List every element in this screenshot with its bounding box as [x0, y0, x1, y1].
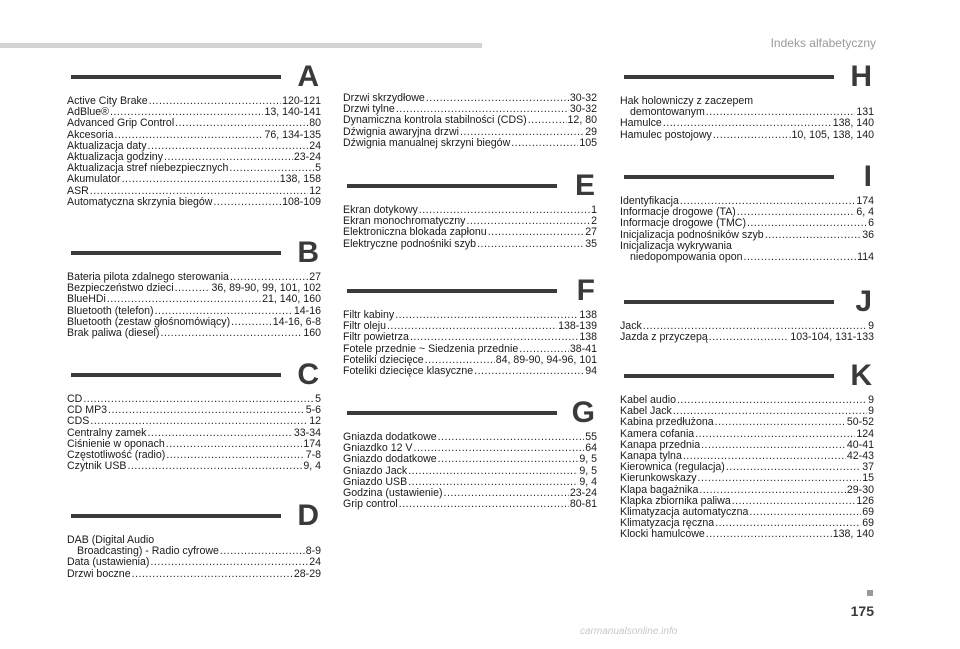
index-entry-pages: 55	[585, 431, 597, 443]
index-entry-label: Aktualizacja daty	[67, 139, 147, 152]
index-entry-pages: 120-121	[282, 95, 321, 107]
index-entry-label: CDS	[67, 415, 90, 428]
index-entry-pages: 28-29	[293, 567, 321, 580]
section-rule	[347, 184, 557, 188]
dot-leader	[726, 462, 861, 473]
index-entry-label: Aktualizacja godziny	[67, 151, 163, 164]
section-letter: E	[574, 169, 595, 202]
index-entry-label: Godzina (ustawienie)	[343, 487, 443, 500]
section-rule	[624, 75, 834, 79]
section-letter: G	[571, 396, 595, 429]
index-entry-label: Drzwi tylne	[343, 103, 395, 116]
index-entry-pages: 1	[591, 204, 597, 216]
index-entry	[620, 118, 874, 129]
dot-leader	[160, 328, 302, 339]
index-entry	[620, 529, 874, 540]
index-entry	[343, 115, 597, 126]
index-entry-pages: 23-24	[293, 151, 321, 164]
index-entry-pages: 23-24	[569, 487, 597, 500]
index-entry-label: Kierunkowskazy	[620, 472, 697, 485]
section-letter: I	[863, 160, 872, 193]
index-entry	[620, 130, 874, 141]
index-entry	[343, 332, 597, 343]
dot-leader	[444, 488, 569, 499]
index-entry-label: Ciśnienie w oponach	[67, 437, 165, 450]
index-section	[67, 236, 321, 340]
index-entry-label: Hamulce	[620, 117, 662, 130]
index-entry-pages: 2	[591, 215, 597, 228]
index-entry-pages: 69	[862, 506, 874, 519]
index-entry-label: Dźwignia awaryjna drzwi	[343, 125, 459, 138]
index-entry-label: Kanapa tylna	[620, 450, 682, 463]
index-section	[343, 274, 597, 378]
dot-leader	[83, 394, 314, 405]
footer-watermark: carmanualsonline.info	[580, 626, 678, 637]
index-entry-pages: 80	[309, 117, 321, 130]
section-rule	[71, 75, 281, 79]
index-entry-label: Filtr kabiny	[343, 309, 395, 321]
dot-leader	[395, 310, 578, 321]
index-entry-pages: 174	[303, 437, 321, 450]
index-entry-pages: 6, 4	[856, 206, 874, 219]
section-letter: C	[297, 358, 319, 391]
section-rule	[624, 300, 834, 304]
section-rule	[71, 373, 281, 377]
section-header	[620, 160, 874, 196]
dot-leader	[713, 130, 791, 141]
index-entry-label: Elektryczne podnośniki szyb	[343, 237, 477, 250]
index-entry-pages: 69	[862, 517, 874, 530]
index-entry-pages: 50-52	[846, 416, 874, 429]
index-entry-pages: 27	[585, 226, 597, 239]
index-entry-label: Automatyczna skrzynia biegów	[67, 195, 213, 208]
index-entry-label: Foteliki dziecięce klasyczne	[343, 365, 474, 378]
index-entry-pages: 30-32	[569, 92, 597, 104]
dot-leader	[426, 93, 569, 104]
index-entry-pages: 27	[309, 271, 321, 283]
section-header	[67, 358, 321, 394]
index-entry-label: Data (ustawienia)	[67, 556, 150, 569]
section-header	[620, 60, 874, 96]
index-entry-pages: 5	[315, 162, 321, 175]
index-entry-label: DAB (Digital Audio	[67, 534, 155, 546]
dot-leader	[410, 332, 578, 343]
index-entry-label: Częstotliwość (radio)	[67, 449, 166, 462]
dot-leader	[765, 230, 862, 241]
section-rule	[71, 251, 281, 255]
index-entry	[343, 239, 597, 250]
index-entry-pages: 131	[856, 106, 874, 119]
index-entry	[67, 405, 321, 416]
index-entry	[67, 557, 321, 568]
index-entry-label: Elektroniczna blokada zapłonu	[343, 226, 487, 239]
index-entry-label: Kabel Jack	[620, 405, 672, 418]
index-entry-label: Bluetooth (telefon)	[67, 304, 154, 317]
dot-leader	[399, 499, 569, 510]
index-entry-pages: 138, 140	[832, 117, 874, 130]
index-entry-pages: 37	[862, 461, 874, 474]
index-entry-label: Akcesoria	[67, 128, 114, 141]
index-entry-label: Kanapa przednia	[620, 438, 701, 451]
index-entry	[67, 569, 321, 580]
index-entry-pages: 10, 105, 138, 140	[791, 128, 874, 141]
index-entry-pages: 76, 134-135	[264, 128, 321, 141]
page-marker	[867, 590, 873, 596]
index-entry-pages: 84, 89-90, 94-96, 101	[495, 353, 597, 366]
index-entry-pages: 30-32	[569, 103, 597, 116]
index-entry-label: Gniazdko 12 V	[343, 442, 413, 455]
index-entry-label: Dynamiczna kontrola stabilności (CDS)	[343, 114, 527, 127]
index-entry-label: CD	[67, 393, 83, 405]
index-entry-label: Klocki hamulcowe	[620, 528, 705, 541]
dot-leader	[149, 96, 281, 107]
index-section	[620, 60, 874, 141]
dot-leader	[749, 507, 861, 518]
index-entry	[343, 454, 597, 465]
index-entry-pages: 14-16, 6-8	[272, 315, 321, 328]
index-entry	[620, 473, 874, 484]
index-entry-pages: 138	[579, 309, 597, 321]
section-letter: A	[297, 60, 319, 93]
index-entry-pages: 15	[862, 472, 874, 485]
index-entry-pages: 124	[856, 427, 874, 440]
index-entry-pages: 94	[585, 365, 597, 378]
index-entry-label: Brak paliwa (diesel)	[67, 327, 160, 340]
index-entry-label: Klimatyzacja ręczna	[620, 517, 715, 530]
index-entry	[67, 197, 321, 208]
index-entry-label: BlueHDi	[67, 293, 106, 306]
dot-leader	[677, 395, 867, 406]
index-entry-label: Identyfikacja	[620, 195, 679, 207]
dot-leader	[709, 332, 790, 343]
index-entry-label: Aktualizacja stref niebezpiecznych	[67, 162, 229, 175]
dot-leader	[695, 429, 855, 440]
index-entry-pages: 126	[856, 494, 874, 507]
index-entry-pages: 13, 140-141	[264, 106, 321, 119]
section-letter: K	[850, 359, 872, 392]
section-rule	[624, 175, 834, 179]
index-entry-label: Informacje drogowe (TA)	[620, 206, 736, 219]
index-entry-label: Dźwignia manualnej skrzyni biegów	[343, 136, 511, 149]
dot-leader	[175, 118, 308, 129]
section-rule	[624, 374, 834, 378]
dot-leader	[414, 443, 585, 454]
index-entry	[67, 461, 321, 472]
index-section	[67, 60, 321, 208]
index-entry-pages: 29	[585, 125, 597, 138]
index-entry-label: Kabel audio	[620, 394, 676, 406]
dot-leader	[220, 546, 305, 557]
index-entry-label: Filtr oleju	[343, 320, 386, 333]
dot-leader	[701, 440, 846, 451]
index-entry-label: Drzwi boczne	[67, 567, 131, 580]
index-entry-label: Inicjalizacja podnośników szyb	[620, 228, 764, 241]
index-entry-pages: 21, 140, 160	[262, 293, 321, 306]
dot-leader	[107, 294, 261, 305]
index-entry	[343, 499, 597, 510]
index-section	[343, 396, 597, 511]
section-rule	[347, 411, 557, 415]
index-entry-label: Hak holowniczy z zaczepem	[620, 95, 754, 107]
index-entry-label: Gniazdo Jack	[343, 464, 408, 477]
index-entry-pages: 8-9	[305, 545, 321, 558]
header-bar	[0, 43, 482, 48]
index-entry-pages: 138	[579, 331, 597, 344]
index-entry-pages: 105	[579, 136, 597, 149]
section-header	[67, 60, 321, 96]
index-entry-label: Kamera cofania	[620, 427, 695, 440]
index-entry-label: Gniazdo dodatkowe	[343, 453, 437, 466]
index-entry-pages: 7-8	[305, 449, 321, 462]
dot-leader	[511, 138, 578, 149]
section-header	[620, 359, 874, 395]
index-entry-label: Bateria pilota zdalnego sterowania	[67, 271, 229, 283]
index-entry-pages: 9, 4	[579, 475, 597, 488]
index-entry-label: Drzwi skrzydłowe	[343, 92, 425, 104]
index-entry	[620, 252, 874, 263]
index-entry-label: Advanced Grip Control	[67, 117, 175, 130]
index-entry-label: CD MP3	[67, 404, 108, 417]
index-entry-pages: 108-109	[282, 195, 321, 208]
index-entry	[620, 332, 874, 343]
index-entry-pages: 114	[857, 251, 874, 264]
index-entry-label: Jazda z przyczepą	[620, 331, 708, 344]
index-entry-pages: 5	[315, 393, 321, 405]
index-entry-label: Informacje drogowe (TMC)	[620, 217, 746, 230]
index-section	[343, 93, 597, 149]
index-section	[620, 285, 874, 344]
section-header	[67, 236, 321, 272]
dot-leader	[698, 473, 862, 484]
dot-leader	[477, 239, 584, 250]
index-entry	[620, 417, 874, 428]
index-entry-pages: 24	[309, 556, 321, 569]
index-entry-label: Foteliki dziecięce	[343, 353, 424, 366]
section-letter: B	[297, 236, 319, 269]
section-letter: F	[576, 274, 595, 307]
section-letter: J	[855, 285, 872, 318]
dot-leader	[528, 115, 567, 126]
index-entry-label: Inicjalizacja wykrywania	[620, 239, 732, 252]
section-letter: D	[297, 499, 319, 532]
index-entry-label: Broadcasting) - Radio cyfrowe	[77, 545, 219, 558]
dot-leader	[122, 174, 279, 185]
index-entry-pages: 103-104, 131-133	[790, 331, 874, 344]
dot-leader	[408, 466, 578, 477]
dot-leader	[706, 529, 832, 540]
index-entry-pages: 14-16	[293, 304, 321, 317]
index-entry-label: Hamulec postojowy	[620, 128, 712, 141]
index-entry-pages: 9, 4	[303, 460, 321, 473]
page-header-title: Indeks alfabetyczny	[770, 36, 876, 50]
index-entry-pages: 38-41	[569, 342, 597, 355]
index-entry-label: Klapa bagażnika	[620, 483, 699, 496]
index-entry-pages: 24	[309, 139, 321, 152]
dot-leader	[474, 366, 584, 377]
section-letter: H	[850, 60, 872, 93]
index-entry-pages: 5-6	[305, 404, 321, 417]
index-entry-label: Bezpieczeństwo dzieci	[67, 282, 174, 295]
index-entry-label: Kabina przedłużona	[620, 416, 714, 429]
index-section	[67, 499, 321, 580]
dot-leader	[732, 496, 856, 507]
page-number: 175	[850, 603, 874, 619]
index-entry-label: Ekran dotykowy	[343, 204, 418, 216]
index-entry-label: Klapka zbiornika paliwa	[620, 494, 731, 507]
index-entry-label: Czytnik USB	[67, 460, 127, 473]
dot-leader	[166, 450, 304, 461]
section-header	[343, 396, 597, 432]
index-entry-pages: 160	[303, 327, 321, 340]
dot-leader	[488, 227, 585, 238]
index-entry	[67, 294, 321, 305]
index-entry-pages: 33-34	[293, 426, 321, 439]
index-entry	[343, 227, 597, 238]
dot-leader	[175, 283, 211, 294]
index-entry-pages: 12	[309, 184, 321, 197]
section-header	[343, 274, 597, 310]
index-entry-label: Kierownica (regulacja)	[620, 461, 725, 474]
index-entry-label: niedopompowania opon	[630, 251, 743, 264]
index-entry-label: Akumulator	[67, 173, 121, 186]
section-header	[343, 169, 597, 205]
index-entry-pages: 9	[868, 405, 874, 418]
index-entry-pages: 138, 140	[832, 528, 874, 541]
index-entry-pages: 64	[585, 442, 597, 455]
section-rule	[347, 289, 557, 293]
index-entry-pages: 36	[862, 228, 874, 241]
dot-leader	[438, 454, 579, 465]
index-entry-label: Fotele przednie ~ Siedzenia przednie	[343, 342, 519, 355]
index-entry-pages: 12	[309, 415, 321, 428]
index-entry-pages: 80-81	[569, 498, 597, 511]
index-entry-label: Centralny zamek	[67, 426, 147, 439]
index-entry-pages: 12, 80	[567, 114, 597, 127]
index-entry	[343, 138, 597, 149]
dot-leader	[438, 432, 585, 443]
index-entry-label: Klimatyzacja automatyczna	[620, 506, 749, 519]
index-entry-label: Active City Brake	[67, 95, 148, 107]
index-entry-label: Filtr powietrza	[343, 331, 409, 344]
index-entry-pages: 36, 89-90, 99, 101, 102	[211, 282, 321, 295]
index-entry	[620, 218, 874, 229]
index-entry	[343, 366, 597, 377]
section-rule	[71, 514, 281, 518]
index-entry-pages: 35	[585, 237, 597, 250]
index-entry	[67, 328, 321, 339]
dot-leader	[132, 569, 293, 580]
dot-leader	[213, 197, 281, 208]
index-entry-label: Gniazdo USB	[343, 475, 408, 488]
index-section	[343, 169, 597, 250]
index-entry-label: ASR	[67, 184, 89, 197]
section-header	[620, 285, 874, 321]
dot-leader	[150, 557, 308, 568]
index-entry-pages: 138-139	[558, 320, 597, 333]
index-entry-pages: 40-41	[846, 438, 874, 451]
index-section	[620, 359, 874, 541]
dot-leader	[744, 252, 857, 263]
dot-leader	[387, 321, 557, 332]
index-entry-label: Grip control	[343, 498, 398, 511]
index-entry-label: demontowanym	[630, 106, 705, 119]
dot-leader	[747, 218, 867, 229]
index-entry-label: Bluetooth (zestaw głośnomówiący)	[67, 315, 231, 328]
index-section	[67, 358, 321, 473]
dot-leader	[148, 141, 309, 152]
dot-leader	[90, 416, 308, 427]
index-entry-pages: 6	[868, 217, 874, 230]
index-entry-pages: 9	[868, 394, 874, 406]
dot-leader	[108, 405, 305, 416]
index-entry	[67, 416, 321, 427]
dot-leader	[166, 439, 303, 450]
index-entry-pages: 9, 5	[579, 464, 597, 477]
section-header	[67, 499, 321, 535]
index-entry-pages: 138, 158	[279, 173, 321, 186]
index-section	[620, 160, 874, 264]
index-entry-label: Jack	[620, 320, 642, 332]
dot-leader	[127, 461, 302, 472]
index-entry-label: Ekran monochromatyczny	[343, 215, 466, 228]
dot-leader	[231, 317, 272, 328]
dot-leader	[715, 417, 846, 428]
index-entry	[67, 174, 321, 185]
index-entry	[67, 118, 321, 129]
index-entry-pages: 9	[868, 320, 874, 332]
dot-leader	[663, 118, 832, 129]
index-entry-pages: 29-30	[846, 483, 874, 496]
index-entry-pages: 42-43	[846, 450, 874, 463]
index-entry-pages: 174	[856, 195, 874, 207]
index-entry-label: Gniazda dodatkowe	[343, 431, 437, 443]
index-entry-pages: 9, 5	[579, 453, 597, 466]
dot-leader	[147, 428, 292, 439]
index-entry-label: AdBlue®	[67, 106, 109, 119]
dot-leader	[737, 207, 856, 218]
